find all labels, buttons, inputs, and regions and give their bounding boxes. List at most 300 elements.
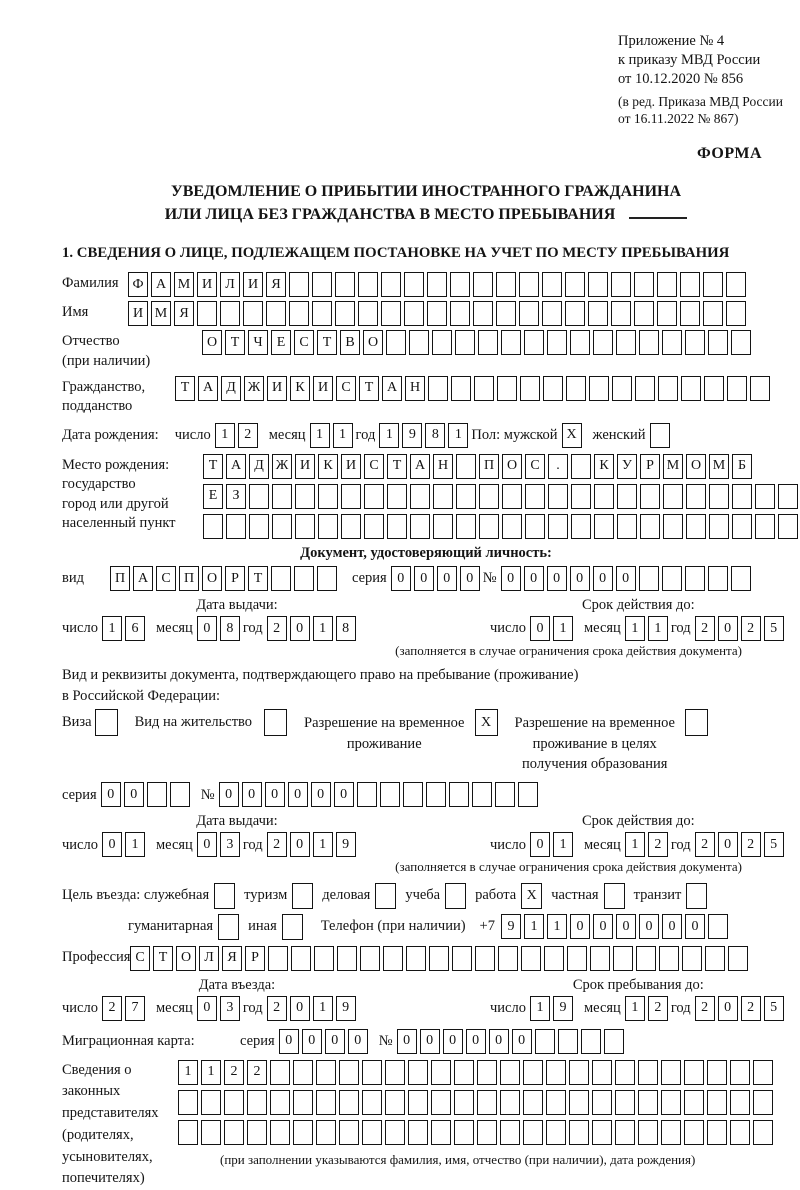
form-cell[interactable] — [358, 272, 378, 297]
form-cell[interactable] — [387, 514, 407, 539]
form-cell[interactable]: 2 — [267, 832, 287, 857]
form-cell[interactable] — [201, 1090, 221, 1115]
form-cell[interactable] — [403, 782, 423, 807]
temp-permit-checkbox[interactable] — [475, 709, 501, 736]
form-cell[interactable] — [456, 454, 476, 479]
profession-input[interactable] — [130, 946, 751, 971]
form-cell[interactable]: 6 — [125, 616, 145, 641]
form-cell[interactable]: 0 — [290, 832, 310, 857]
form-cell[interactable] — [542, 301, 562, 326]
form-cell[interactable] — [592, 1090, 612, 1115]
form-cell[interactable] — [451, 376, 471, 401]
form-cell[interactable] — [686, 514, 706, 539]
form-cell[interactable]: 0 — [593, 566, 613, 591]
birthplace-line2-input[interactable] — [203, 484, 800, 509]
form-cell[interactable] — [755, 484, 775, 509]
form-cell[interactable] — [581, 1029, 601, 1054]
form-cell[interactable] — [592, 1120, 612, 1145]
form-cell[interactable] — [558, 1029, 578, 1054]
form-cell[interactable]: О — [202, 330, 222, 355]
form-cell[interactable] — [703, 301, 723, 326]
form-cell[interactable] — [478, 330, 498, 355]
form-cell[interactable] — [523, 1120, 543, 1145]
purpose-work-checkbox[interactable] — [516, 883, 542, 909]
form-cell[interactable] — [226, 514, 246, 539]
form-cell[interactable]: 1 — [125, 832, 145, 857]
form-cell[interactable]: 2 — [741, 832, 761, 857]
form-cell[interactable]: 7 — [125, 996, 145, 1021]
form-cell[interactable]: 9 — [336, 832, 356, 857]
form-cell[interactable] — [495, 782, 515, 807]
form-cell[interactable] — [224, 1120, 244, 1145]
form-cell[interactable] — [521, 946, 541, 971]
form-cell[interactable]: 1 — [102, 616, 122, 641]
form-cell[interactable] — [732, 484, 752, 509]
purpose-transit-checkbox[interactable] — [681, 883, 707, 909]
form-cell[interactable] — [431, 1060, 451, 1085]
entry-year-input[interactable] — [267, 996, 359, 1021]
form-cell[interactable] — [358, 301, 378, 326]
form-cell[interactable]: 0 — [334, 782, 354, 807]
form-cell[interactable] — [335, 272, 355, 297]
form-cell[interactable] — [569, 1090, 589, 1115]
form-cell[interactable] — [640, 514, 660, 539]
citizenship-input[interactable] — [175, 376, 773, 401]
form-cell[interactable] — [685, 330, 705, 355]
form-cell[interactable]: 1 — [313, 616, 333, 641]
birthplace-line3-input[interactable] — [203, 514, 800, 539]
form-cell[interactable] — [496, 301, 516, 326]
form-cell[interactable] — [408, 1060, 428, 1085]
patronymic-input[interactable] — [202, 330, 754, 355]
form-cell[interactable] — [293, 1060, 313, 1085]
form-cell[interactable]: Ч — [248, 330, 268, 355]
id-valid-day-input[interactable] — [530, 616, 576, 641]
form-cell[interactable] — [611, 301, 631, 326]
form-cell[interactable]: И — [313, 376, 333, 401]
form-cell[interactable] — [454, 1120, 474, 1145]
form-cell[interactable] — [387, 484, 407, 509]
form-cell[interactable]: 3 — [220, 996, 240, 1021]
form-cell[interactable]: 1 — [379, 423, 399, 448]
form-cell[interactable] — [427, 301, 447, 326]
form-cell[interactable] — [524, 330, 544, 355]
form-cell[interactable] — [295, 484, 315, 509]
form-cell[interactable]: 0 — [570, 566, 590, 591]
form-cell[interactable]: Н — [433, 454, 453, 479]
surname-input[interactable] — [128, 272, 749, 297]
form-cell[interactable] — [271, 566, 291, 591]
name-input[interactable] — [128, 301, 749, 326]
stay-month-input[interactable] — [625, 996, 671, 1021]
form-cell[interactable]: П — [479, 454, 499, 479]
birthplace-line1-input[interactable] — [203, 454, 800, 479]
form-cell[interactable]: 0 — [265, 782, 285, 807]
form-cell[interactable]: 0 — [530, 832, 550, 857]
form-cell[interactable] — [635, 376, 655, 401]
form-cell[interactable]: 2 — [102, 996, 122, 1021]
form-cell[interactable] — [364, 514, 384, 539]
form-cell[interactable]: О — [176, 946, 196, 971]
form-cell[interactable]: Л — [199, 946, 219, 971]
form-cell[interactable] — [523, 1090, 543, 1115]
form-cell[interactable] — [732, 514, 752, 539]
form-cell[interactable] — [479, 514, 499, 539]
form-cell[interactable]: С — [364, 454, 384, 479]
form-cell[interactable]: . — [548, 454, 568, 479]
form-cell[interactable]: Ф — [128, 272, 148, 297]
form-cell[interactable] — [455, 330, 475, 355]
form-cell[interactable]: X — [521, 883, 542, 909]
form-cell[interactable] — [381, 272, 401, 297]
form-cell[interactable]: М — [663, 454, 683, 479]
phone-input[interactable] — [501, 914, 731, 939]
form-cell[interactable]: 0 — [348, 1029, 368, 1054]
form-cell[interactable]: У — [617, 454, 637, 479]
form-cell[interactable]: О — [202, 566, 222, 591]
form-cell[interactable] — [604, 1029, 624, 1054]
form-cell[interactable] — [520, 376, 540, 401]
form-cell[interactable] — [662, 330, 682, 355]
form-cell[interactable] — [707, 1120, 727, 1145]
form-cell[interactable]: Т — [317, 330, 337, 355]
form-cell[interactable] — [686, 883, 707, 909]
residence-permit-checkbox[interactable] — [264, 709, 290, 736]
form-cell[interactable] — [519, 272, 539, 297]
form-cell[interactable]: О — [686, 454, 706, 479]
form-cell[interactable]: А — [226, 454, 246, 479]
form-cell[interactable] — [404, 301, 424, 326]
form-cell[interactable] — [567, 946, 587, 971]
form-cell[interactable] — [659, 946, 679, 971]
form-cell[interactable] — [473, 301, 493, 326]
form-cell[interactable] — [703, 272, 723, 297]
form-cell[interactable] — [680, 272, 700, 297]
form-cell[interactable]: 1 — [553, 832, 573, 857]
form-cell[interactable] — [612, 376, 632, 401]
form-cell[interactable]: 1 — [547, 914, 567, 939]
form-cell[interactable] — [295, 514, 315, 539]
form-cell[interactable]: 0 — [501, 566, 521, 591]
form-cell[interactable]: 0 — [391, 566, 411, 591]
form-cell[interactable] — [450, 301, 470, 326]
form-cell[interactable]: 3 — [220, 832, 240, 857]
entry-day-input[interactable] — [102, 996, 148, 1021]
form-cell[interactable] — [535, 1029, 555, 1054]
form-cell[interactable] — [594, 514, 614, 539]
form-cell[interactable] — [728, 946, 748, 971]
form-cell[interactable]: Т — [175, 376, 195, 401]
form-cell[interactable]: 0 — [489, 1029, 509, 1054]
form-cell[interactable] — [178, 1120, 198, 1145]
purpose-tourism-checkbox[interactable] — [287, 883, 313, 909]
edu-permit-checkbox[interactable] — [685, 709, 711, 736]
form-cell[interactable]: Л — [220, 272, 240, 297]
form-cell[interactable] — [293, 1120, 313, 1145]
form-cell[interactable] — [431, 1090, 451, 1115]
form-cell[interactable] — [409, 330, 429, 355]
permit-series-input[interactable] — [101, 782, 193, 807]
form-cell[interactable]: 2 — [695, 996, 715, 1021]
migration-series-input[interactable] — [279, 1029, 371, 1054]
form-cell[interactable]: 2 — [695, 832, 715, 857]
form-cell[interactable]: 2 — [741, 616, 761, 641]
form-cell[interactable]: Т — [359, 376, 379, 401]
permit-valid-year-input[interactable] — [695, 832, 787, 857]
purpose-study-checkbox[interactable] — [440, 883, 466, 909]
sex-male-checkbox[interactable] — [562, 423, 585, 448]
form-cell[interactable] — [569, 1060, 589, 1085]
form-cell[interactable] — [385, 1120, 405, 1145]
form-cell[interactable]: 1 — [530, 996, 550, 1021]
form-cell[interactable] — [427, 272, 447, 297]
form-cell[interactable]: 9 — [336, 996, 356, 1021]
representatives-line1-input[interactable] — [178, 1060, 776, 1085]
form-cell[interactable]: 0 — [288, 782, 308, 807]
form-cell[interactable] — [456, 484, 476, 509]
form-cell[interactable] — [500, 1060, 520, 1085]
form-cell[interactable] — [546, 1060, 566, 1085]
form-cell[interactable] — [429, 946, 449, 971]
form-cell[interactable] — [218, 914, 239, 940]
form-cell[interactable] — [570, 330, 590, 355]
form-cell[interactable]: С — [156, 566, 176, 591]
form-cell[interactable] — [289, 272, 309, 297]
form-cell[interactable] — [454, 1060, 474, 1085]
form-cell[interactable]: 0 — [718, 996, 738, 1021]
stay-year-input[interactable] — [695, 996, 787, 1021]
form-cell[interactable] — [203, 514, 223, 539]
form-cell[interactable] — [264, 709, 287, 736]
form-cell[interactable] — [454, 1090, 474, 1115]
form-cell[interactable] — [663, 514, 683, 539]
form-cell[interactable]: 1 — [625, 616, 645, 641]
form-cell[interactable] — [386, 330, 406, 355]
form-cell[interactable] — [270, 1090, 290, 1115]
form-cell[interactable] — [634, 301, 654, 326]
form-cell[interactable]: X — [475, 709, 498, 736]
form-cell[interactable] — [638, 1060, 658, 1085]
form-cell[interactable]: 0 — [570, 914, 590, 939]
form-cell[interactable] — [317, 566, 337, 591]
form-cell[interactable]: К — [318, 454, 338, 479]
form-cell[interactable] — [197, 301, 217, 326]
form-cell[interactable]: 0 — [302, 1029, 322, 1054]
form-cell[interactable]: 0 — [718, 832, 738, 857]
form-cell[interactable]: 2 — [741, 996, 761, 1021]
form-cell[interactable] — [731, 566, 751, 591]
representatives-line2-input[interactable] — [178, 1090, 776, 1115]
form-cell[interactable] — [680, 301, 700, 326]
form-cell[interactable] — [383, 946, 403, 971]
form-cell[interactable] — [590, 946, 610, 971]
form-cell[interactable] — [500, 1120, 520, 1145]
form-cell[interactable]: 0 — [124, 782, 144, 807]
form-cell[interactable] — [658, 376, 678, 401]
form-cell[interactable] — [726, 301, 746, 326]
form-cell[interactable] — [293, 1090, 313, 1115]
form-cell[interactable] — [449, 782, 469, 807]
form-cell[interactable] — [565, 272, 585, 297]
form-cell[interactable] — [639, 566, 659, 591]
form-cell[interactable]: О — [363, 330, 383, 355]
form-cell[interactable]: 2 — [247, 1060, 267, 1085]
form-cell[interactable]: Е — [203, 484, 223, 509]
form-cell[interactable] — [709, 484, 729, 509]
purpose-business-checkbox[interactable] — [370, 883, 396, 909]
purpose-private-checkbox[interactable] — [599, 883, 625, 909]
form-cell[interactable]: М — [174, 272, 194, 297]
form-cell[interactable]: К — [290, 376, 310, 401]
form-cell[interactable]: С — [130, 946, 150, 971]
form-cell[interactable]: В — [340, 330, 360, 355]
form-cell[interactable] — [638, 1090, 658, 1115]
form-cell[interactable] — [147, 782, 167, 807]
form-cell[interactable] — [170, 782, 190, 807]
form-cell[interactable] — [661, 1090, 681, 1115]
form-cell[interactable] — [339, 1090, 359, 1115]
form-cell[interactable]: 0 — [547, 566, 567, 591]
form-cell[interactable]: Е — [271, 330, 291, 355]
form-cell[interactable]: 0 — [437, 566, 457, 591]
form-cell[interactable]: 0 — [197, 996, 217, 1021]
form-cell[interactable] — [335, 301, 355, 326]
form-cell[interactable]: 0 — [290, 996, 310, 1021]
form-cell[interactable] — [543, 376, 563, 401]
form-cell[interactable] — [613, 946, 633, 971]
form-cell[interactable]: А — [382, 376, 402, 401]
form-cell[interactable] — [617, 514, 637, 539]
form-cell[interactable]: Н — [405, 376, 425, 401]
form-cell[interactable]: Д — [221, 376, 241, 401]
form-cell[interactable] — [571, 514, 591, 539]
form-cell[interactable] — [593, 330, 613, 355]
form-cell[interactable] — [546, 1120, 566, 1145]
form-cell[interactable] — [266, 301, 286, 326]
form-cell[interactable] — [452, 946, 472, 971]
form-cell[interactable] — [708, 330, 728, 355]
form-cell[interactable] — [312, 301, 332, 326]
form-cell[interactable] — [571, 484, 591, 509]
form-cell[interactable]: К — [594, 454, 614, 479]
form-cell[interactable]: Т — [153, 946, 173, 971]
form-cell[interactable]: 2 — [648, 832, 668, 857]
form-cell[interactable] — [548, 484, 568, 509]
form-cell[interactable]: П — [179, 566, 199, 591]
form-cell[interactable]: С — [336, 376, 356, 401]
form-cell[interactable]: 0 — [512, 1029, 532, 1054]
form-cell[interactable] — [445, 883, 466, 909]
form-cell[interactable]: 1 — [313, 832, 333, 857]
form-cell[interactable] — [496, 272, 516, 297]
form-cell[interactable] — [684, 1090, 704, 1115]
form-cell[interactable]: А — [151, 272, 171, 297]
doc-series-input[interactable] — [391, 566, 483, 591]
form-cell[interactable] — [410, 484, 430, 509]
form-cell[interactable] — [270, 1120, 290, 1145]
form-cell[interactable]: 0 — [219, 782, 239, 807]
form-cell[interactable] — [428, 376, 448, 401]
form-cell[interactable] — [341, 514, 361, 539]
form-cell[interactable] — [433, 514, 453, 539]
form-cell[interactable]: Ж — [272, 454, 292, 479]
form-cell[interactable] — [364, 484, 384, 509]
form-cell[interactable]: 5 — [764, 996, 784, 1021]
form-cell[interactable] — [477, 1090, 497, 1115]
permit-valid-month-input[interactable] — [625, 832, 671, 857]
form-cell[interactable]: 0 — [616, 566, 636, 591]
form-cell[interactable]: И — [267, 376, 287, 401]
form-cell[interactable]: С — [525, 454, 545, 479]
form-cell[interactable] — [362, 1120, 382, 1145]
sex-female-checkbox[interactable] — [650, 423, 673, 448]
form-cell[interactable] — [525, 514, 545, 539]
form-cell[interactable] — [500, 1090, 520, 1115]
permit-number-input[interactable] — [219, 782, 541, 807]
form-cell[interactable] — [272, 484, 292, 509]
form-cell[interactable] — [95, 709, 118, 736]
form-cell[interactable]: 0 — [639, 914, 659, 939]
doc-type-input[interactable] — [110, 566, 340, 591]
form-cell[interactable]: 9 — [501, 914, 521, 939]
form-cell[interactable]: 2 — [267, 616, 287, 641]
form-cell[interactable] — [497, 376, 517, 401]
form-cell[interactable] — [727, 376, 747, 401]
form-cell[interactable] — [753, 1120, 773, 1145]
form-cell[interactable] — [707, 1090, 727, 1115]
form-cell[interactable]: 0 — [242, 782, 262, 807]
entry-month-input[interactable] — [197, 996, 243, 1021]
form-cell[interactable]: 1 — [178, 1060, 198, 1085]
form-cell[interactable] — [380, 782, 400, 807]
form-cell[interactable] — [565, 301, 585, 326]
form-cell[interactable] — [214, 883, 235, 909]
form-cell[interactable]: М — [151, 301, 171, 326]
form-cell[interactable] — [385, 1060, 405, 1085]
form-cell[interactable] — [730, 1120, 750, 1145]
form-cell[interactable]: 2 — [695, 616, 715, 641]
form-cell[interactable] — [270, 1060, 290, 1085]
form-cell[interactable]: 0 — [197, 832, 217, 857]
form-cell[interactable] — [525, 484, 545, 509]
form-cell[interactable]: 0 — [662, 914, 682, 939]
form-cell[interactable]: 8 — [425, 423, 445, 448]
form-cell[interactable] — [178, 1090, 198, 1115]
form-cell[interactable]: И — [295, 454, 315, 479]
form-cell[interactable] — [272, 514, 292, 539]
form-cell[interactable] — [615, 1120, 635, 1145]
form-cell[interactable] — [408, 1120, 428, 1145]
form-cell[interactable] — [604, 883, 625, 909]
form-cell[interactable] — [708, 914, 728, 939]
form-cell[interactable] — [544, 946, 564, 971]
form-cell[interactable] — [385, 1090, 405, 1115]
form-cell[interactable]: 0 — [466, 1029, 486, 1054]
form-cell[interactable] — [681, 376, 701, 401]
form-cell[interactable]: Р — [245, 946, 265, 971]
form-cell[interactable] — [477, 1060, 497, 1085]
form-cell[interactable] — [314, 946, 334, 971]
form-cell[interactable]: 0 — [290, 616, 310, 641]
id-issue-day-input[interactable] — [102, 616, 148, 641]
form-cell[interactable] — [318, 484, 338, 509]
form-cell[interactable] — [501, 330, 521, 355]
form-cell[interactable] — [268, 946, 288, 971]
form-cell[interactable]: 1 — [215, 423, 235, 448]
form-cell[interactable] — [685, 566, 705, 591]
form-cell[interactable] — [474, 376, 494, 401]
form-cell[interactable]: 1 — [625, 832, 645, 857]
